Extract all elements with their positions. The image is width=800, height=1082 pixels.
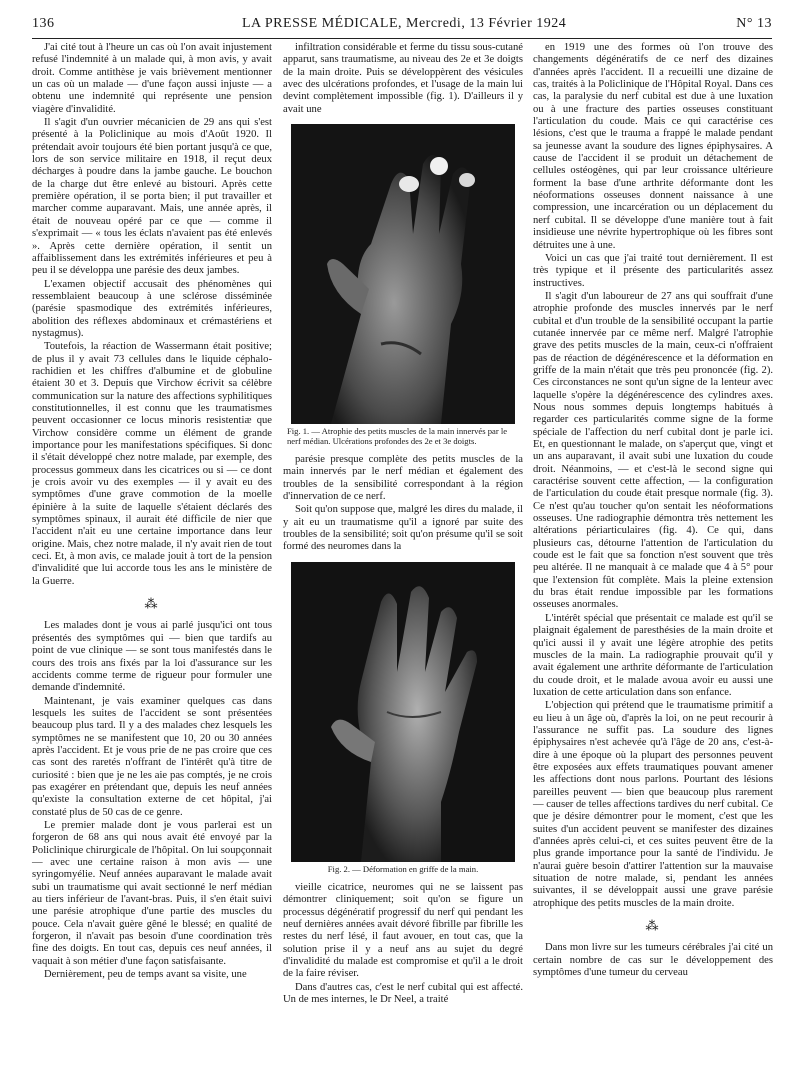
issue-number: N° 13 [736,16,772,31]
paragraph: parésie presque complète des petits muscles de la main innervés par le nerf médian et également des troubles de la sensibilité correspondant à la région d'innervation de ce nerf. [283,454,523,503]
claw-hand-photo [291,562,515,862]
paragraph: Voici un cas que j'ai traité tout dernièrement. Il est très typique et il présente des particularités assez instructives. [533,252,773,289]
paragraph: Les malades dont je vous ai parlé jusqu'ici ont tous présentés des symptômes qui — bien que tardifs au point de vue clinique — se sont tous manifestés dans le cours des trois ans fixés par la loi d'assurance sur les accidents comme terme de rigueur pour formuler une demande d'indemnité. [32,620,272,694]
hand-ulcers-photo [291,124,515,424]
page-header [32,12,772,39]
paragraph: Toutefois, la réaction de Wassermann était positive; de plus il y avait 73 cellules dans le liquide céphalo-rachidien et les chiffres d'albumine et de globuline étaient 30 et 3. Depuis que Virchow écrivit sa célèbre communication sur la nature des affections syphilitiques constitutionnelles, il est connu que les traumatismes peuvent occasionner ce locus minoris resistentiæ que Virchow considère comme un élément de grande importance pour les manifestations spécifiques. Si donc il s'était développé chez notre malade, par exemple, des processus gommeux dans les cicatrices ou si — ce dont je crois avoir vu des exemples — il y avait eu des symptômes d'une grave commotion de la moelle épinière à la suite de laquelle s'étaient déclarés des symptômes spinaux, il aurait été difficile de nier que l'accident n'ait eu une certaine importance dans leur origine. Mais, chez notre malade, il n'y avait rien de tout ceci. Et, à mon avis, ce malade jouit à tort de la pension d'invalidité que lui accorde tous les ans le ministère de la Guerre. [32,341,272,587]
paragraph: Il s'agit d'un ouvrier mécanicien de 29 ans qui s'est présenté à la Policlinique au mois d'Août 1920. Il prétendait avoir toujours été bien portant jusqu'à ce que, lors de son service militaire en 1918, il reçut deux décharges à poudre dans la jambe gauche. Le bouchon de la charge dut être enlevé au bistouri. Après cette première opération, il se porta bien; il put travailler et marcher comme auparavant. Mais, une année après, il était de nouveau opéré par ce que — comme il s'exprimait — « tous les éclats n'avaient pas été enlevés ». Après cette dernière opération, il sentit un affaiblissement dans les extrémités inférieures et peu à peu il se développa une parésie des deux jambes. [32,117,272,277]
section-separator: ⁂ [645,918,661,934]
figure-1-photo [291,124,515,424]
figure-1-caption: Fig. 1. — Atrophie des petits muscles de la main innervés par le nerf médian. Ulcérations profondes des 2e et 3e doigts. [287,426,508,447]
paragraph: L'intérêt spécial que présentait ce malade est qu'il se plaignait également de paresthésies de la main droite et qu'ici aussi il y avait une légère atrophie des petits muscles de la main. La radiographie prouvait qu'il y avait également une arthrite déformante de l'articulation du coude droit, et le malade avoua avoir eu aussi une luxation de cette articulation dans son enfance. [533,612,773,698]
paragraph: Dernièrement, peu de temps avant sa visite, une [44,969,247,981]
column-2 [283,42,523,1007]
paragraph: Il s'agit d'un laboureur de 27 ans qui souffrait d'une atrophie profonde des muscles innervés par le nerf cubital et d'un trouble de la sensibilité occupant la partie cutanée innervée par ce même nerf. Malgré l'atrophie grave des petits muscles de la main, ceux-ci n'offraient pas de réaction de dégénérescence et la déformation en griffe de la main n'était que très peu prononcée (fig. 2). Ces circonstances ne sont qu'un signe de la lenteur avec laquelle s'opère la dégénérescence des cylindres axes. Nous nous sommes depuis longtemps habitués à regarder ces particularités comme signe de la forme spéciale de l'affection du nerf cubital dont je parle ici. Et, en questionnant le malade, on s'aperçut que, vingt et un ans auparavant, il avait subi une luxation du coude droit. Néanmoins, — et c'est-là le second signe qui caractérise souvent cette affection, — la configuration de l'articulation du coude était presque normale (fig. 3). Ce n'est qu'au toucher qu'on sentait les néoformations osseuses. Une radiographie démontra très nettement les altérations périarticulaires (fig. 4). Ce qui, dans plusieurs cas, détourne l'attention de l'articulation du coude est le fait que sa fonction n'est souvent que très peu altérée. Il ne manquait à ce malade que 4 à 5° pour que l'extension fût complète. Mais la pleine extension du bras était rendue impossible par les formations osseuses anormales. [533,290,773,611]
paragraph: en 1919 une des formes où l'on trouve des changements dégénératifs de ce nerf des dizaines d'années après l'accident. Il a recueilli une dizaine de cas, traités à la Policlinique de l'Hôpital Royal. Dans ces cas, la paralysie du nerf cubital est due à une luxation ou à une fracture des parties osseuses constituant l'articulation du coude. Mais ce qui caractérise ces lésions, c'est que le trauma a frappé le malade pendant sa jeunesse avant la soudure des lignes épiphysaires. A cause de l'accident il se produit un détachement de cellules ostéogènes, qui par leur croissance ultérieure forment la base d'une arthrite déformante dont les néoformations osseuses donnent naissance à une compression, une incarcération ou un déplacement du nerf cubital. Il se développe d'une manière tout à fait insidieuse une névrite hypertrophique où les fibres sont détruites une à une. [533,42,773,251]
paragraph: Soit qu'on suppose que, malgré les dires du malade, il y ait eu un traumatisme qu'il a ignoré par suite des troubles de la sensibilité; soit qu'on présume qu'il se soit formé des neuromes dans la [283,504,523,553]
figure-2-caption: Fig. 2. — Déformation en griffe de la main. [327,863,479,874]
paragraph: L'objection qui prétend que le traumatisme primitif a eu lieu à un âge où, d'après la loi, on ne peut recourir à l'assurance ne suffit pas. La soudure des lignes épiphysaires n'est achevée qu'à l'âge de 20 ans, c'est-à-dire à une époque où la plupart des personnes peuvent être exposées aux effets traumatiques pouvant amener les affections dont nous parlons. Pourtant des lésions pareilles peuvent — bien que beaucoup plus rarement — causer de telles affections tardives du nerf cubital. Ce que je désire démontrer pour le moment, c'est que les suites d'un accident peuvent se manifester des dizaines d'années après celui-ci, et ces suites peuvent être de la plus grande importance pour la santé de l'individu. Je n'aurai guère besoin d'attirer l'attention sur la mauvaise situation de notre malade, si, pendant les années suivantes, il se développait aussi une grave parésie atrophique des petits muscles de la main droite. [533,700,773,909]
paragraph: Dans d'autres cas, c'est le nerf cubital qui est affecté. Un de mes internes, le Dr Neel, a traité [283,981,523,1005]
page-number: 136 [32,16,55,31]
paragraph: Le premier malade dont je vous parlerai est un forgeron de 68 ans qui nous avait été envoyé par la Policlinique chirurgicale de l'hôpital. On lui soupçonnait — avec une certaine raison à mon avis — une syringomyélie. Neuf années auparavant le malade avait subi un traumatisme qui avait sectionné le nerf médian au tiers inférieur de l'avant-bras. Puis, il s'en était suivi une parésie atrophique d'une partie des muscles du pouce. Cela n'avait guère gêné le blessé; en qualité de forgeron, il n'avait pas besoin d'une coordination très fine des doigts. En tout cas, depuis ces neuf années, il vaquait à son métier d'une façon satisfaisante. [32,819,272,967]
paragraph: L'examen objectif accusait des phénomènes qui ressemblaient beaucoup à une sclérose disséminée (parésie spasmodique des extrémités inférieures, abolition des réflexes abdominaux et crémastériens et nystagmus). [32,278,272,339]
journal-title: LA PRESSE MÉDICALE, Mercredi, 13 Février 1924 [242,16,567,31]
paragraph: infiltration considérable et ferme du tissu sous-cutané apparut, sans traumatisme, au niveau des 2e et 3e doigts de la main droite. Puis se développèrent des vésicules avec des ulcérations profondes, et l'usage de la main lui devint complètement impossible (fig. 1). D'ailleurs il y avait une [283,42,523,115]
paragraph: vieille cicatrice, neuromes qui ne se laissent pas démontrer cliniquement; soit qu'on se figure un processus dégénératif progressif du nerf qui pendant les neuf dernières années avait dévoré fibrille par fibrille les restes du nerf lésé, il faut avouer, en tout cas, que la solution prise il y a neuf ans au sujet du degré d'invalidité du malade est compromise et qu'il a le droit de la faire réviser. [283,881,524,980]
column-1 [32,42,272,982]
figure-2-photo [291,562,515,862]
column-3 [533,42,773,980]
paragraph: Maintenant, je vais examiner quelques cas dans lesquels les suites de l'accident se sont présentées beaucoup plus tard. Il y a des malades chez lesquels les symptômes ne se manifestent que 10, 20 ou 30 années après l'accident. Et je vous prie de ne pas croire que ces cas sont des raretés n'offrant de l'intérêt qu'à titre de curiosité : bien que je ne les aie pas comptés, je ne crois pas exagérer en prétendant que, depuis les neuf années qu'existe la consultation externe de cet hôpital, j'ai constaté plus de 50 cas de ce genre. [32,695,272,818]
paragraph: J'ai cité tout à l'heure un cas où l'on avait injustement refusé l'indemnité à un malade qui, à mon avis, y avait droit. Comme antithèse je vais brièvement mentionner un cas où un malade — d'une façon aussi injuste — a obtenu une indemnité qui représente une pension viagère d'invalidité. [32,42,272,115]
section-separator: ⁂ [144,596,160,612]
paragraph: Dans mon livre sur les tumeurs cérébrales j'ai cité un certain nombre de cas sur le développement des symptômes d'une tumeur du cerveau [533,942,773,979]
